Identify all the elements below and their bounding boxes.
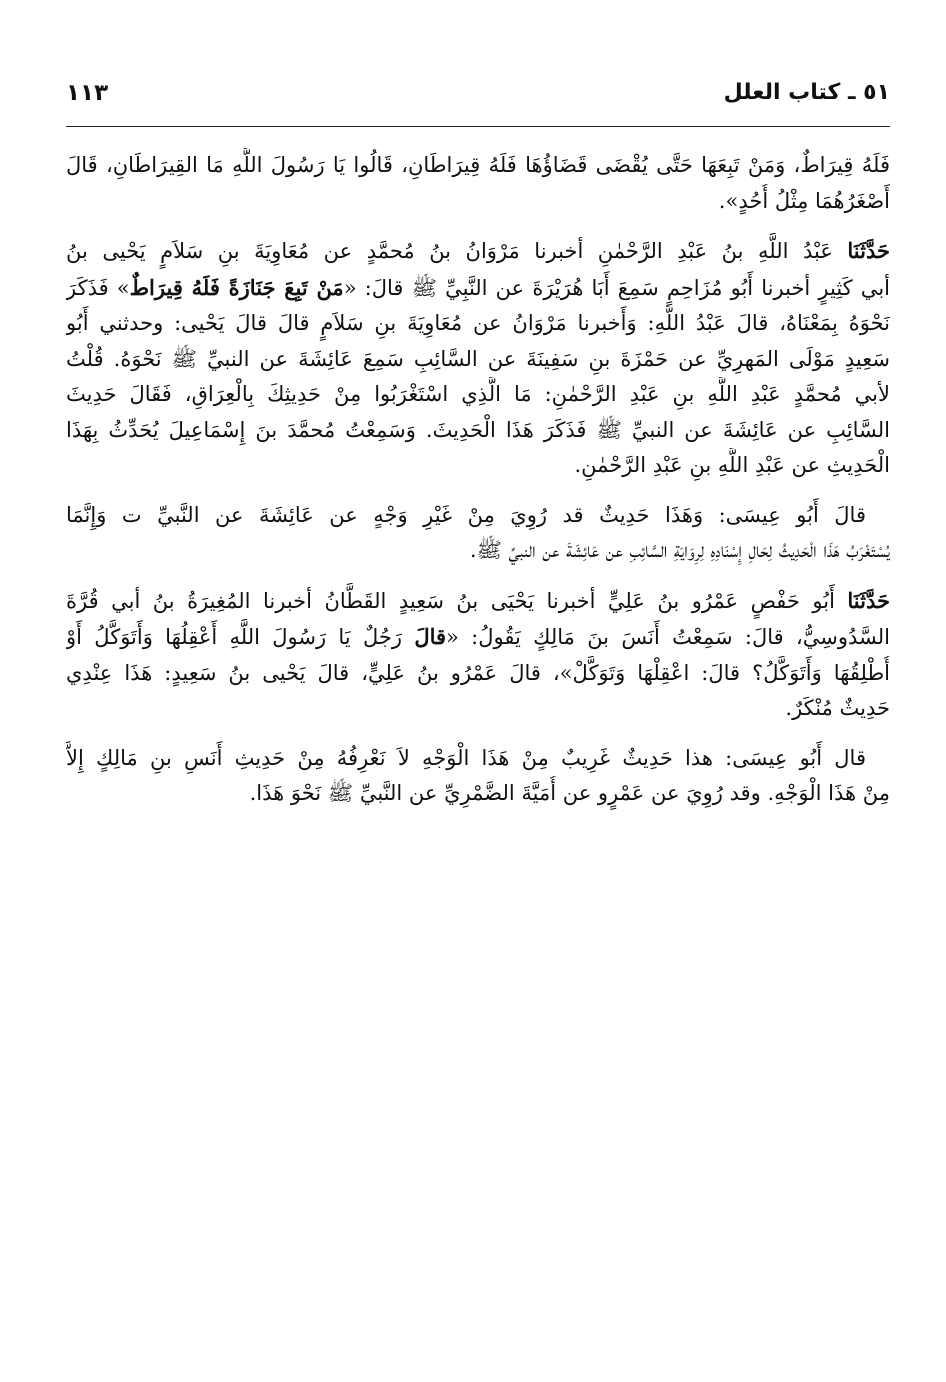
text-segment: عَبْدُ اللَّهِ بنُ عَبْدِ الرَّحْمٰنِ أخبرنا مَرْوَانُ بنُ مُحمَّدٍ عن مُعَاوِيَةَ بنِ سَلاَمٍ يَحْيى بنُ xyxy=(66,239,848,263)
bold-text-segment: حَدَّثَنَا xyxy=(847,587,890,613)
running-header xyxy=(66,74,890,118)
text-segment: أَصْغَرُهُمَا مِثْلُ أُحُدٍ». xyxy=(718,188,890,213)
text-segment: رَجُلٌ يَا رَسُولَ اللَّهِ أَعْقِلُهَا وَأَتَوَكَّلُ أَوْ xyxy=(66,625,415,649)
text-line xyxy=(66,691,890,727)
text-segment: أبي كَثِيرٍ أخبرنا أَبُو مُزَاحِمٍ سَمِعَ أَبَا هُرَيْرَةَ عن النَّبِيِّ ﷺ قالَ: « xyxy=(343,275,890,300)
text-segment: سَعِيدٍ مَوْلَى المَهرِيِّ عن حَمْزَةَ بنِ سَفِينَةَ عن السَّائِبِ سَمِعَ عَائِشَةَ عن النبيِّ ﷺ نَحْوَهُ. قُلْتُ xyxy=(66,346,890,371)
text-line xyxy=(66,498,890,534)
paragraph-p2 xyxy=(66,233,890,484)
text-segment: نَحْوَهُ بِمَعْنَاهُ، قالَ عَبْدُ اللَّهِ: وَأَخبرنا مَرْوَانُ عن مُعَاوِيَةَ بنِ سَلاَمٍ قالَ قالَ يَحْيى: وحدثني أَبُو xyxy=(66,311,890,335)
text-segment: السَّائِبِ عن عَائِشَةَ عن النبيِّ ﷺ فَذَكَرَ هَذَا الْحَدِيثَ. وَسَمِعْتُ مُحمَّدَ بنَ إِسْمَاعِيلَ يُحَدِّثُ بِهَذَا xyxy=(66,417,890,442)
text-line xyxy=(66,233,890,270)
text-line xyxy=(66,148,890,184)
text-line xyxy=(66,270,890,307)
paragraph-p4 xyxy=(66,583,890,727)
bold-text-segment: مَنْ تَبِعَ جَنَازَةً فَلَهُ قِيرَاطٌ xyxy=(129,274,344,300)
text-line xyxy=(66,342,890,378)
text-body xyxy=(66,148,890,826)
text-line xyxy=(66,583,890,620)
paragraph-p1 xyxy=(66,148,890,219)
text-line xyxy=(66,533,890,569)
header-rule xyxy=(66,126,890,127)
text-segment: أُطْلِقُهَا وَأَتَوَكَّلُ؟ قالَ: اعْقِلْهَا وَتَوَكَّلْ»، قالَ عَمْرُو بنُ عَلِيٍّ، قالَ يَحْيى بنُ سَعِيدٍ: هَذَا عِنْدِي xyxy=(66,660,890,685)
bold-text-segment: قالَ xyxy=(414,624,447,649)
text-segment: لأبي مُحمَّدٍ عَبْدِ اللَّهِ بنِ عَبْدِ الرَّحْمٰنِ: مَا الَّذِي اسْتَغْرَبُوا مِنْ حَدِيثِكَ بِالْعِرَاقِ، فَقَالَ حَدِيثَ xyxy=(66,382,890,406)
text-segment: الْحَدِيثِ عن عَبْدِ اللَّهِ بنِ عَبْدِ الرَّحْمٰنِ. xyxy=(574,453,890,477)
text-line xyxy=(66,377,890,413)
text-line xyxy=(66,656,890,692)
text-line xyxy=(66,448,890,484)
text-segment: السَّدُوسِيُّ، قالَ: سَمِعْتُ أَنَسَ بنَ مَالِكٍ يَقُولُ: « xyxy=(446,625,890,649)
text-segment: » فَذَكَرَ xyxy=(66,275,130,300)
text-line xyxy=(66,619,890,656)
paragraph-p3 xyxy=(66,498,890,569)
text-segment: مِنْ هَذَا الْوَجْهِ. وقد رُوِيَ عن عَمْرٍو عن أُمَيَّةَ الضَّمْرِيِّ عن النَّبيِّ ﷺ نَحْوَ هَذَا. xyxy=(249,781,890,805)
text-segment: قال أَبُو عِيسَى: هذا حَدِيثٌ غَرِيبٌ مِنْ هَذَا الْوَجْهِ لاَ نَعْرِفُهُ مِنْ حَدِيثِ أَنَسِ بنِ مَالِكٍ إِلاَّ xyxy=(66,745,866,770)
text-line xyxy=(66,184,890,220)
bold-text-segment: حَدَّثَنَا xyxy=(847,238,890,263)
text-line xyxy=(66,413,890,449)
text-segment: يُسْتَغْرَبُ هَذَا الْحَدِيثُ لِحَالِ إِسْنَادِهِ لِرِوَايَةِ السَّائِبِ عن عَائِشَةَ عن النبيِّ ﷺ. xyxy=(469,538,890,562)
paragraph-p5 xyxy=(66,741,890,812)
text-line xyxy=(66,741,890,777)
page-number: ١١٣ xyxy=(66,80,109,106)
chapter-title: ٥١ ـ كتاب العلل xyxy=(723,80,890,105)
text-segment: فَلَهُ قِيرَاطٌ، وَمَنْ تَبِعَهَا حَتَّى يُقْضَى قَضَاؤُهَا فَلَهُ قِيرَاطَانِ، قَالُوا يَا رَسُولَ اللَّهِ مَا القِيرَاطَانِ، قَالَ xyxy=(66,153,890,177)
text-segment: قالَ أَبُو عِيسَى: وَهَذَا حَدِيثٌ قد رُوِيَ مِنْ غَيْرِ وَجْهٍ عن عَائِشَةَ عن النَّبيِّ ت وَإِنَّمَا xyxy=(66,502,866,527)
text-line xyxy=(66,306,890,342)
text-line xyxy=(66,776,890,812)
text-segment: حَدِيثٌ مُنْكَرٌ. xyxy=(785,696,890,720)
text-segment: أَبُو حَفْصٍ عَمْرُو بنُ عَلِيٍّ أخبرنا يَحْيَى بنُ سَعِيدٍ القَطَّانُ أخبرنا المُغِيرَةُ بنُ أبي قُرَّةَ xyxy=(66,588,848,613)
